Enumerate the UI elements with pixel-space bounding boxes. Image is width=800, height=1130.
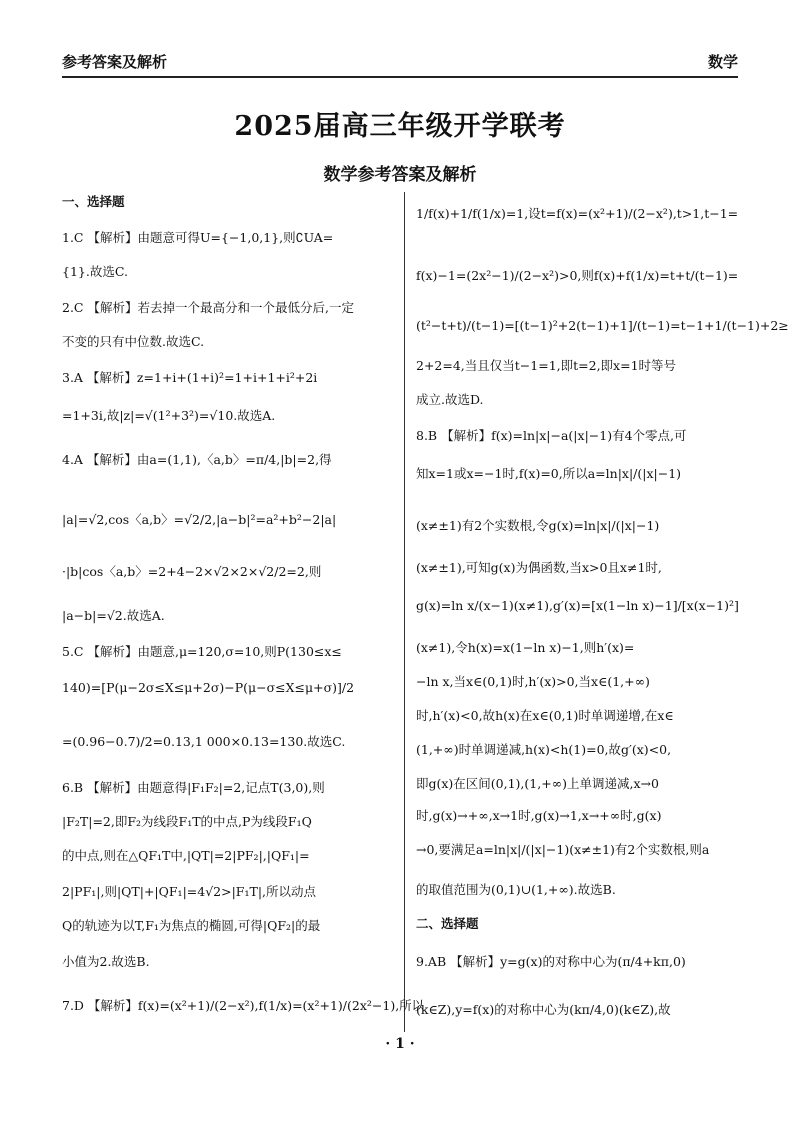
text-line: 8.B 【解析】f(x)=ln|x|−a(|x|−1)有4个零点,可	[416, 428, 687, 443]
header-subject-label: 数学	[707, 53, 738, 71]
text-line: 即g(x)在区间(0,1),(1,+∞)上单调递减,x→0	[416, 776, 659, 791]
page-number: · 1 ·	[385, 1036, 415, 1052]
text-line: 知x=1或x=−1时,f(x)=0,所以a=ln|x|/(|x|−1)	[416, 466, 682, 481]
text-line: (x≠1),令h(x)=x(1−ln x)−1,则h′(x)=	[416, 640, 635, 655]
text-line: ·|b|cos〈a,b〉=2+4−2×√2×2×√2/2=2,则	[62, 564, 322, 579]
text-line: 时,h′(x)<0,故h(x)在x∈(0,1)时单调递增,在x∈	[416, 708, 674, 723]
text-line: (t²−t+t)/(t−1)=[(t−1)²+2(t−1)+1]/(t−1)=t−1+1/(t−1)+2≥	[416, 318, 789, 333]
text-line: f(x)−1=(2x²−1)/(2−x²)>0,则f(x)+f(1/x)=t+t/(t−1)=	[416, 268, 739, 283]
text-line: 1.C 【解析】由题意可得U={−1,0,1},则∁UA=	[62, 230, 334, 245]
text-line: (k∈Z),y=f(x)的对称中心为(kπ/4,0)(k∈Z),故	[416, 1002, 671, 1017]
text-line: 小值为2.故选B.	[62, 954, 150, 969]
text-line: |a−b|=√2.故选A.	[62, 608, 165, 623]
text-line: =1+3i,故|z|=√(1²+3²)=√10.故选A.	[62, 408, 276, 423]
text-line: 成立.故选D.	[416, 392, 484, 407]
text-line: (x≠±1)有2个实数根,令g(x)=ln|x|/(|x|−1)	[416, 518, 660, 533]
text-line: 6.B 【解析】由题意得|F₁F₂|=2,记点T(3,0),则	[62, 780, 325, 795]
header-left-label: 参考答案及解析	[62, 53, 168, 71]
text-line: 3.A 【解析】z=1+i+(1+i)²=1+i+1+i²+2i	[62, 370, 318, 385]
text-line: Q的轨迹为以T,F₁为焦点的椭圆,可得|QF₂|的最	[62, 918, 321, 933]
text-line: 1/f(x)+1/f(1/x)=1,设t=f(x)=(x²+1)/(2−x²),t>1,t−1=	[416, 206, 739, 221]
text-line: 140)=[P(μ−2σ≤X≤μ+2σ)−P(μ−σ≤X≤μ+σ)]/2	[62, 680, 355, 695]
text-line: 时,g(x)→+∞,x→1时,g(x)→1,x→+∞时,g(x)	[416, 808, 662, 823]
text-line: 2|PF₁|,则|QT|+|QF₁|=4√2>|F₁T|,所以动点	[62, 884, 317, 899]
text-line: 9.AB 【解析】y=g(x)的对称中心为(π/4+kπ,0)	[416, 954, 686, 969]
page-title: 2025届高三年级开学联考	[234, 111, 566, 142]
text-line: {1}.故选C.	[62, 264, 128, 279]
text-line: |a|=√2,cos〈a,b〉=√2/2,|a−b|²=a²+b²−2|a|	[62, 512, 337, 527]
page-subtitle: 数学参考答案及解析	[323, 165, 477, 185]
text-line: 2+2=4,当且仅当t−1=1,即t=2,即x=1时等号	[416, 358, 677, 373]
text-line: (x≠±1),可知g(x)为偶函数,当x>0且x≠1时,	[416, 560, 662, 575]
text-line: 5.C 【解析】由题意,μ=120,σ=10,则P(130≤x≤	[62, 644, 342, 659]
text-line: g(x)=ln x/(x−1)(x≠1),g′(x)=[x(1−ln x)−1]/[x(x−1)²]	[416, 598, 739, 613]
text-line: 的取值范围为(0,1)∪(1,+∞).故选B.	[416, 882, 616, 897]
text-line: (1,+∞)时单调递减,h(x)<h(1)=0,故g′(x)<0,	[416, 742, 672, 757]
text-line: |F₂T|=2,即F₂为线段F₁T的中点,P为线段F₁Q	[62, 814, 312, 829]
text-line: 2.C 【解析】若去掉一个最高分和一个最低分后,一定	[62, 300, 354, 315]
section-heading: 一、选择题	[62, 194, 125, 209]
section-heading: 二、选择题	[416, 916, 479, 931]
page-header	[62, 42, 738, 78]
text-line: =(0.96−0.7)/2=0.13,1 000×0.13=130.故选C.	[62, 734, 346, 749]
text-line: 的中点,则在△QF₁T中,|QT|=2|PF₂|,|QF₁|=	[62, 848, 310, 863]
text-line: 7.D 【解析】f(x)=(x²+1)/(2−x²),f(1/x)=(x²+1)/(2x²−1),所以	[62, 998, 425, 1013]
text-line: 不变的只有中位数.故选C.	[62, 334, 205, 349]
column-divider	[404, 192, 405, 1032]
text-line: 4.A 【解析】由a=(1,1),〈a,b〉=π/4,|b|=2,得	[62, 452, 332, 467]
text-line: →0,要满足a=ln|x|/(|x|−1)(x≠±1)有2个实数根,则a	[416, 842, 710, 857]
text-line: −ln x,当x∈(0,1)时,h′(x)>0,当x∈(1,+∞)	[416, 674, 650, 689]
